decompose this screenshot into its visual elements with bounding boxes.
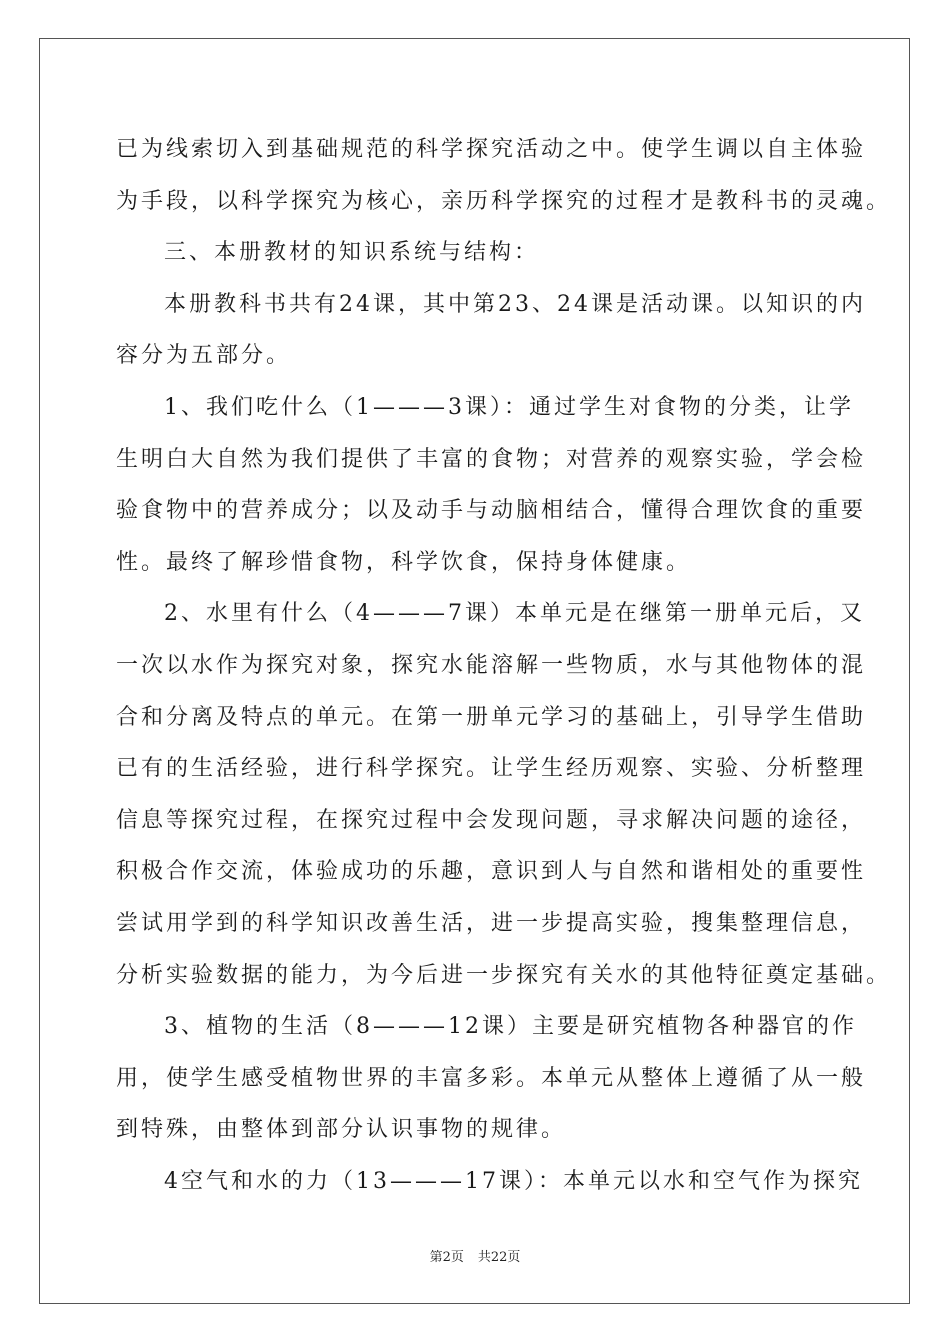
text-line: 一次以水作为探究对象，探究水能溶解一些物质，水与其他物体的混 <box>116 652 867 678</box>
text-line: 用，使学生感受植物世界的丰富多彩。本单元从整体上遵循了从一般 <box>116 1065 867 1091</box>
text-line: 信息等探究过程，在探究过程中会发现问题，寻求解决问题的途径， <box>116 807 867 833</box>
text-line: 生明白大自然为我们提供了丰富的食物；对营养的观察实验，学会检 <box>116 446 867 472</box>
text-line: 积极合作交流，体验成功的乐趣，意识到人与自然和谐相处的重要性 <box>116 859 867 885</box>
text-line: 分析实验数据的能力，为今后进一步探究有关水的其他特征奠定基础。 <box>116 962 892 988</box>
page-footer <box>0 1246 950 1265</box>
text-line: 3、植物的生活（8———12课）主要是研究植物各种器官的作 <box>164 1014 857 1040</box>
page-number: 第2页 <box>429 1250 464 1265</box>
text-line: 为手段，以科学探究为核心，亲历科学探究的过程才是教科书的灵魂。 <box>116 188 892 214</box>
text-line: 合和分离及特点的单元。在第一册单元学习的基础上，引导学生借助 <box>116 704 867 730</box>
page-total: 共22页 <box>477 1250 521 1265</box>
text-line: 到特殊，由整体到部分认识事物的规律。 <box>116 1117 567 1143</box>
text-line: 容分为五部分。 <box>116 343 292 369</box>
text-line: 验食物中的营养成分；以及动手与动脑相结合，懂得合理饮食的重要 <box>116 498 867 524</box>
text-line: 已有的生活经验，进行科学探究。让学生经历观察、实验、分析整理 <box>116 756 867 782</box>
text-line: 本册教科书共有24课，其中第23、24课是活动课。以知识的内 <box>164 291 866 317</box>
text-line: 2、水里有什么（4———7课）本单元是在继第一册单元后，又 <box>164 601 865 627</box>
text-line: 已为线索切入到基础规范的科学探究活动之中。使学生调以自主体验 <box>116 137 867 162</box>
text-line: 性。最终了解珍惜食物，科学饮食，保持身体健康。 <box>116 549 692 575</box>
document-body <box>116 124 892 1207</box>
text-line: 尝试用学到的科学知识改善生活，进一步提高实验，搜集整理信息， <box>116 910 867 936</box>
text-line: 4空气和水的力（13———17课）：本单元以水和空气作为探究 <box>164 1168 863 1194</box>
section-heading: 三、本册教材的知识系统与结构： <box>164 240 540 266</box>
text-line: 1、我们吃什么（1———3课）：通过学生对食物的分类，让学 <box>164 394 854 420</box>
